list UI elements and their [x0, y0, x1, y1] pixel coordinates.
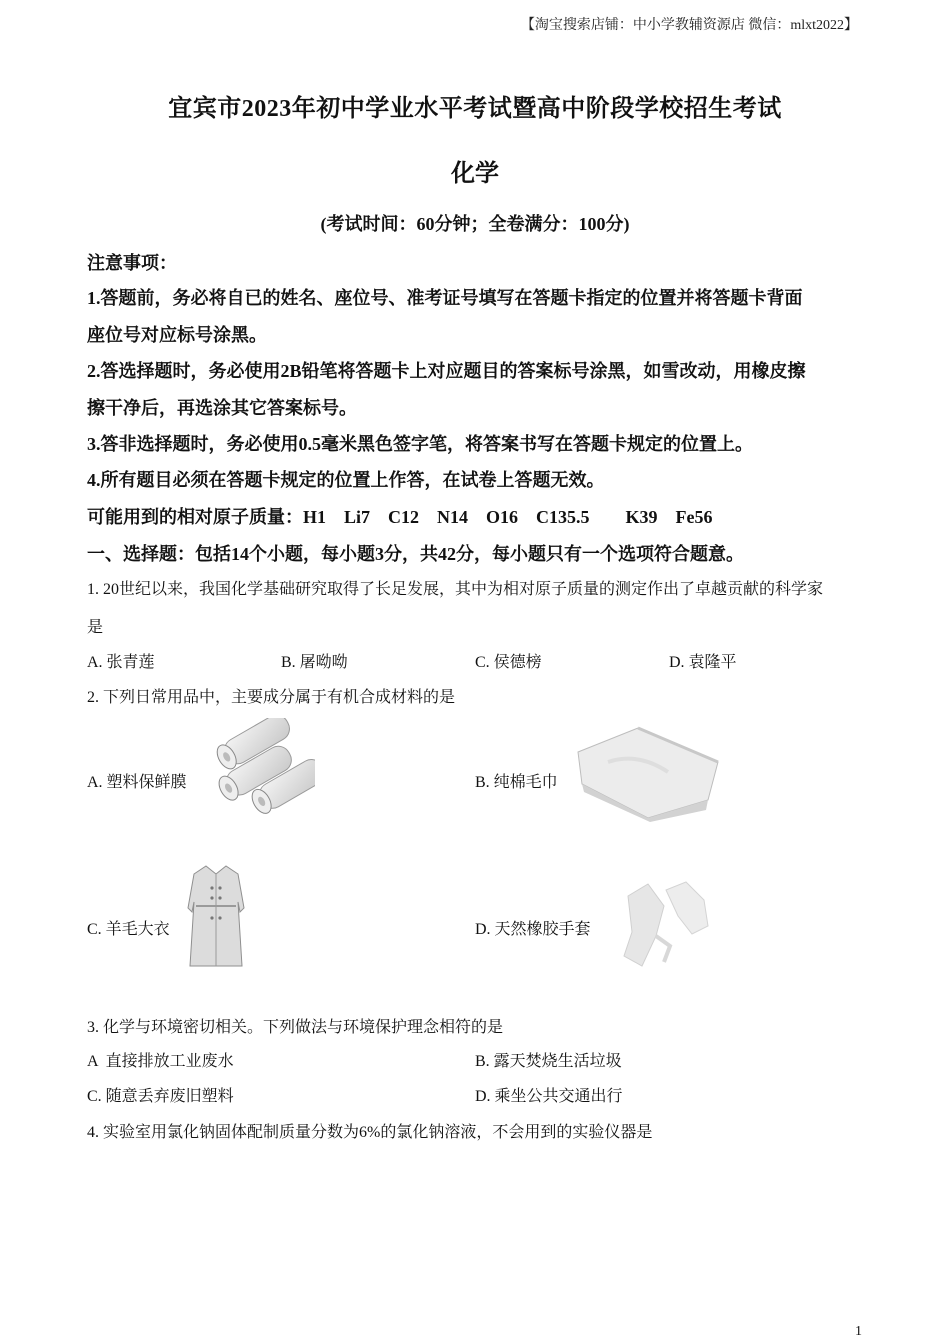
plastic-wrap-rolls-image — [210, 718, 315, 823]
page-number: 1 — [855, 1324, 862, 1339]
q3-option-b: B. 露天焚烧生活垃圾 — [475, 1053, 622, 1070]
q2-option-d: D. 天然橡胶手套 — [475, 921, 591, 938]
q3-stem: 3. 化学与环境密切相关。下列做法与环境保护理念相符的是 — [87, 1019, 504, 1036]
q1-option-c: C. 侯德榜 — [475, 654, 542, 671]
notice-item-1-line-2: 座位号对应标号涂黑。 — [87, 325, 267, 345]
notice-item-3: 3.答非选择题时，务必使用0.5毫米黑色签字笔，将答案书写在答题卡规定的位置上。 — [87, 434, 753, 454]
q2-option-b: B. 纯棉毛巾 — [475, 774, 558, 791]
q1-option-b: B. 屠呦呦 — [281, 654, 348, 671]
q3-option-a: A 直接排放工业废水 — [87, 1053, 234, 1070]
q1-stem-line-1: 1. 20世纪以来，我国化学基础研究取得了长足发展，其中为相对原子质量的测定作出了卓越贡献的科学家 — [87, 581, 824, 598]
q1-option-d: D. 袁隆平 — [669, 654, 737, 671]
q2-stem: 2. 下列日常用品中，主要成分属于有机合成材料的是 — [87, 689, 456, 706]
section-1-heading: 一、选择题：包括14个小题，每小题3分，共42分，每小题只有一个选项符合题意。 — [87, 544, 744, 564]
exam-title: 宜宾市2023年初中学业水平考试暨高中阶段学校招生考试 — [168, 96, 782, 122]
atomic-masses: 可能用到的相对原子质量：H1 Li7 C12 N14 O16 C135.5 K39 Fe56 — [87, 507, 713, 527]
wool-coat-image — [180, 862, 252, 972]
q2-option-a: A. 塑料保鲜膜 — [87, 774, 187, 791]
q1-stem-line-2: 是 — [87, 619, 104, 636]
cotton-towel-image — [568, 722, 726, 822]
q1-option-a: A. 张青莲 — [87, 654, 155, 671]
rubber-gloves-image — [608, 876, 718, 974]
notice-item-4: 4.所有题目必须在答题卡规定的位置上作答，在试卷上答题无效。 — [87, 470, 605, 490]
q2-option-c: C. 羊毛大衣 — [87, 921, 170, 938]
notice-item-2-line-2: 擦干净后，再选涂其它答案标号。 — [87, 398, 357, 418]
notice-heading: 注意事项： — [87, 253, 177, 273]
notice-item-1-line-1: 1.答题前，务必将自已的姓名、座位号、准考证号填写在答题卡指定的位置并将答题卡背面 — [87, 288, 803, 308]
q3-option-d: D. 乘坐公共交通出行 — [475, 1088, 623, 1105]
q3-option-c: C. 随意丢弃废旧塑料 — [87, 1088, 234, 1105]
notice-item-2-line-1: 2.答选择题时，务必使用2B铅笔将答题卡上对应题目的答案标号涂黑，如雪改动，用橡皮擦 — [87, 361, 806, 381]
subject-title: 化学 — [451, 161, 499, 187]
exam-meta: (考试时间：60分钟；全卷满分：100分) — [320, 214, 630, 234]
q4-stem: 4. 实验室用氯化钠固体配制质量分数为6%的氯化钠溶液，不会用到的实验仪器是 — [87, 1124, 653, 1141]
header-note: 【淘宝搜索店铺：中小学教辅资源店 微信：mlxt2022】 — [520, 18, 858, 33]
